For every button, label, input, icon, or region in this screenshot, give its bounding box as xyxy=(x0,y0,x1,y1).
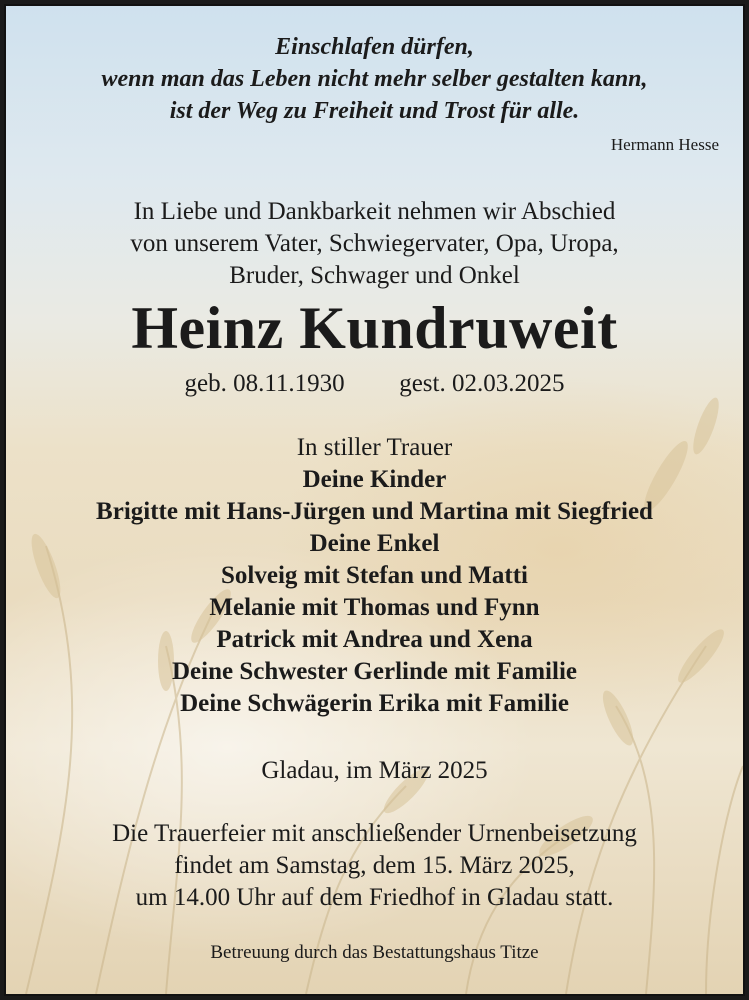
mourner-line-3: Deine Enkel xyxy=(309,530,440,557)
mourner-line-2: Brigitte mit Hans-Jürgen und Martina mit Siegfried xyxy=(96,498,653,525)
quote-line-1: Einschlafen dürfen, xyxy=(275,34,474,60)
funeral-home-note: Betreuung durch das Bestattungshaus Titze xyxy=(210,942,539,963)
mourner-line-1: Deine Kinder xyxy=(302,466,447,493)
death-date: gest. 02.03.2025 xyxy=(399,370,565,397)
obituary-card xyxy=(4,4,745,996)
deceased-name: Heinz Kundruweit xyxy=(131,295,618,361)
quote-author: Hermann Hesse xyxy=(610,135,719,154)
obituary-content xyxy=(6,6,743,994)
mourner-line-4: Solveig mit Stefan und Matti xyxy=(221,562,528,589)
quote-line-3: ist der Weg zu Freiheit und Trost für alle. xyxy=(169,98,580,124)
mourners-heading: In stiller Trauer xyxy=(296,434,453,461)
ceremony-line-1: Die Trauerfeier mit anschließender Urnenbeisetzung xyxy=(112,820,637,847)
mourner-line-5: Melanie mit Thomas und Fynn xyxy=(209,594,540,621)
mourner-line-6: Patrick mit Andrea und Xena xyxy=(216,626,533,653)
intro-line-1: In Liebe und Dankbarkeit nehmen wir Abschied xyxy=(133,198,616,225)
intro-line-2: von unserem Vater, Schwiegervater, Opa, Uropa, xyxy=(130,230,619,257)
ceremony-line-2: findet am Samstag, dem 15. März 2025, xyxy=(174,852,575,879)
intro-line-3: Bruder, Schwager und Onkel xyxy=(229,262,520,289)
ceremony-line-3: um 14.00 Uhr auf dem Friedhof in Gladau statt. xyxy=(135,884,614,911)
mourner-line-7: Deine Schwester Gerlinde mit Familie xyxy=(171,658,577,685)
place-date: Gladau, im März 2025 xyxy=(261,757,488,784)
quote-line-2: wenn man das Leben nicht mehr selber gestalten kann, xyxy=(101,66,648,92)
life-dates xyxy=(6,370,743,398)
birth-date: geb. 08.11.1930 xyxy=(184,370,345,397)
mourner-line-8: Deine Schwägerin Erika mit Familie xyxy=(180,690,569,717)
